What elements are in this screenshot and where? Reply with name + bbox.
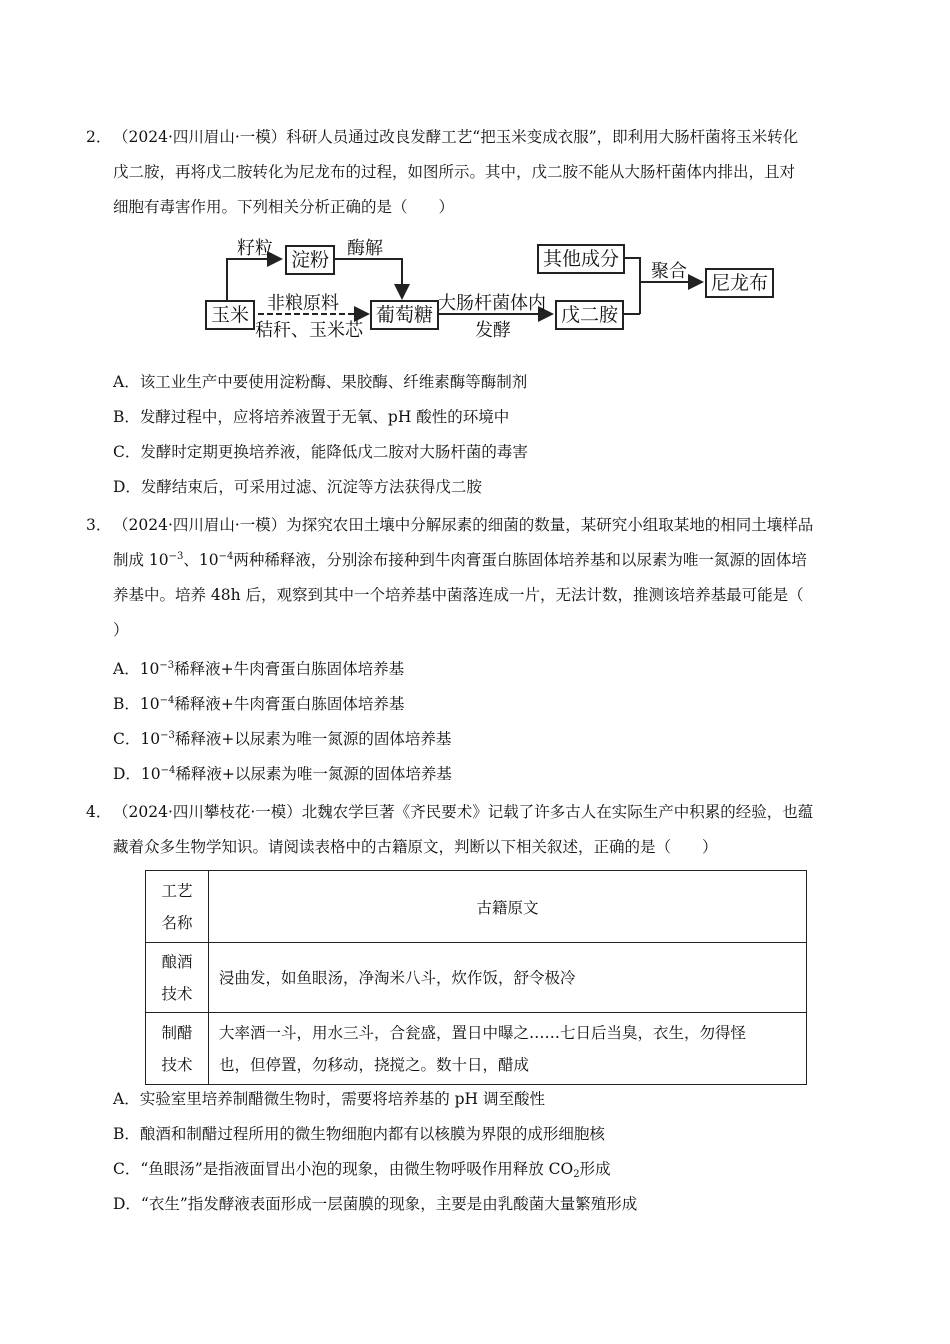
option-c: C．$10^{-3}$稀释液+以尿素为唯一氮源的固体培养基: [113, 730, 452, 748]
label-ecoli: 大肠杆菌体内: [438, 293, 546, 314]
table-row: [146, 1013, 807, 1085]
label-polymer: 聚合: [651, 261, 687, 282]
option-d: D．“衣生”指发酵液表面形成一层菌膜的现象，主要是由乳酸菌大量繁殖形成: [113, 1195, 638, 1213]
option-c: C．发酵时定期更换培养液，能降低戊二胺对大肠杆菌的毒害: [113, 443, 528, 461]
header-cell-process: 工艺 名称: [146, 871, 209, 943]
label-straw: 秸秆、玉米芯: [255, 320, 363, 341]
box-corn: 玉米: [205, 300, 255, 330]
option-d: D．发酵结束后，可采用过滤、沉淀等方法获得戊二胺: [113, 478, 482, 496]
box-glucose: 葡萄糖: [370, 300, 439, 330]
option-b: B．酿酒和制醋过程所用的微生物细胞内都有以核膜为界限的成形细胞核: [113, 1125, 605, 1143]
question-stem-line: 养基中。培养 48h 后，观察到其中一个培养基中菌落连成一片，无法计数，推测该培养基最可能是（: [113, 586, 804, 604]
row-label: 制醋 技术: [146, 1013, 209, 1085]
option-d: D．$10^{-4}$稀释液+以尿素为唯一氮源的固体培养基: [113, 765, 452, 783]
box-pentanediamine: 戊二胺: [555, 300, 624, 330]
question-3: [86, 508, 866, 648]
question-number: 4．: [86, 803, 112, 821]
option-b: B．$10^{-4}$稀释液+牛肉膏蛋白胨固体培养基: [113, 695, 405, 713]
box-starch: 淀粉: [285, 245, 335, 275]
table-header-row: [146, 871, 807, 943]
option-a: A．该工业生产中要使用淀粉酶、果胶酶、纤维素酶等酶制剂: [113, 373, 528, 391]
question-stem-line: 藏着众多生物学知识。请阅读表格中的古籍原文，判断以下相关叙述，正确的是（ ）: [113, 838, 718, 856]
question-stem-line: 细胞有毒害作用。下列相关分析正确的是（ ）: [113, 198, 455, 216]
row-text: 浸曲发，如鱼眼汤，净淘米八斗，炊作饭，舒令极冷: [209, 943, 807, 1013]
row-text: 大率酒一斗，用水三斗，合瓮盛，置日中曝之……七日后当臭，衣生，勿得怪 也，但停置，勿移动，挠搅之。数十日，醋成: [209, 1013, 807, 1085]
process-diagram: [205, 236, 775, 346]
label-ferment: 发酵: [475, 320, 511, 341]
question-stem-line: （2024·四川攀枝花·一模）北魏农学巨著《齐民要术》记载了许多古人在实际生产中积累的经验，也蕴: [113, 803, 814, 821]
row-label: 酿酒 技术: [146, 943, 209, 1013]
question-stem-line: ）: [113, 621, 129, 639]
table-row: [146, 943, 807, 1013]
question-stem-line: （2024·四川眉山·一模）为探究农田土壤中分解尿素的细菌的数量，某研究小组取某地的相同土壤样品: [113, 516, 814, 534]
question-2: [86, 120, 866, 225]
label-enzyme: 酶解: [347, 238, 383, 259]
question-stem-line: 戊二胺，再将戊二胺转化为尼龙布的过程，如图所示。其中，戊二胺不能从大肠杆菌体内排出，且对: [113, 163, 796, 181]
option-a: A．$10^{-3}$稀释液+牛肉膏蛋白胨固体培养基: [113, 660, 405, 678]
question-number: 2．: [86, 128, 112, 146]
question-4: [86, 795, 866, 865]
ancient-text-table: [145, 870, 807, 1085]
question-stem-line: 制成 $10^{-3}$、$10^{-4}$两种稀释液，分别涂布接种到牛肉膏蛋白胨固体培养基和以尿素为唯一氮源的固体培: [113, 551, 807, 569]
label-grain: 籽粒: [237, 238, 273, 259]
label-nongrain: 非粮原料: [267, 293, 339, 314]
box-nylon: 尼龙布: [705, 268, 774, 298]
box-other-components: 其他成分: [537, 244, 625, 274]
question-number: 3．: [86, 516, 112, 534]
option-a: A．实验室里培养制醋微生物时，需要将培养基的 pH 调至酸性: [113, 1090, 545, 1108]
question-stem-line: （2024·四川眉山·一模）科研人员通过改良发酵工艺“把玉米变成衣服”，即利用大肠杆菌将玉米转化: [113, 128, 799, 146]
option-b: B．发酵过程中，应将培养液置于无氧、pH 酸性的环境中: [113, 408, 510, 426]
header-cell-original-text: 古籍原文: [209, 871, 807, 943]
option-c: C．“鱼眼汤”是指液面冒出小泡的现象，由微生物呼吸作用释放 $CO_2$形成: [113, 1160, 611, 1180]
